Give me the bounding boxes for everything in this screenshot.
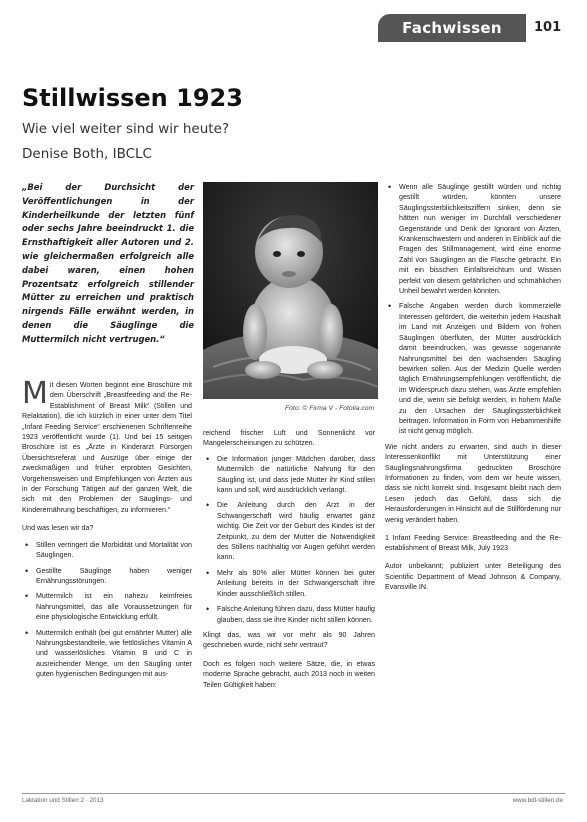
author-note: Autor unbekannt; publiziert unter Beteiligung des Scientific Department of Mead Johnson & Company, Evansville IN. bbox=[385, 562, 561, 591]
list-item: • Wenn alle Säuglinge gestillt würden und richtig gestillt würden, könnten unsere Säuglingssterblichkeitsziffern sinken, denn sie hätten nun weniger im Durchfall verschiedener Gegenstände und Denk der Ignorant von Ärzten, Krankenschwestern und anderen in Einblick auf die Fragen des Stillmanagement, wird eine enorme Zahl von Säuglingen an die Flasche gebracht. Ein mit ein bisschen Einfallsreichtum und Wissen perfekt von diesem gefährlichen und schmählichen Unheil bewahrt werden könnten. bbox=[385, 182, 561, 296]
bullet-list-2 bbox=[203, 454, 375, 625]
footer-left: Laktation und Stillen 2 · 2013 bbox=[22, 797, 104, 804]
body-paragraph: Klingt das, was wir vor mehr als 90 Jahren geschrieben wurde, nicht sehr vertraut? bbox=[203, 630, 375, 650]
list-item: • Muttermilch ist ein nahezu keimfreies Nahrungsmittel, das alle Voraussetzungen für eine physiologische Entwicklung erfüllt. bbox=[22, 591, 192, 622]
list-item: • Stillen verringert die Morbidität und Mortalität von Säuglingen. bbox=[22, 540, 192, 561]
article-author: Denise Both, IBCLC bbox=[22, 146, 152, 162]
intro-text: it diesen Worten beginnt eine Broschüre mit dem Überschrift „Breastfeeding and the Re-Establishment of Breast Milk“ (Stillen und Relaktation), die ich kürzlich in einer unter dem Titel „Infant Feeding Service“ erschienenen Schriftenreihe 1923 veröffentlicht wurde (1). Und bei 15 seitigen Broschüre ist es „Ärzte in Kinderarzt Fürsorgen Übersichtsreferat und Auszüge über einige der zweckmäßigen und früher erprobten Gesichten, Vorgehensweisen und Empfehlungen von Ärzten aus in der Forschung Tätigen auf der ganzen Welt, die sich mit den Problemen der Säuglings- und Kinderernährung beschäftigen, zu informieren.“ bbox=[22, 381, 192, 514]
column-3 bbox=[385, 182, 561, 592]
pull-quote: „Bei der Durchsicht der Veröffentlichungen in der Kinderheilkunde der letzten fünf oder sechs Jahre beeindruckt 1. die Ernsthaftigkeit aller Autoren und 2. wie gleichermaßen erfolgreich alle dabei waren, einen hohen Prozentsatz erfolgreich stillender Mütter zu erreichen und praktisch nirgends Fälle erwähnt werden, in denen die Säuglinge die Muttermilch nicht vertrugen.“ bbox=[22, 182, 194, 344]
reference: 1 Infant Feeding Service: Breastfeeding and the Re-establishment of Breast Milk, July 1923 bbox=[385, 534, 561, 553]
baby-photo-image bbox=[203, 182, 378, 399]
article-title: Stillwissen 1923 bbox=[22, 84, 243, 112]
footer-right: www.bdl-stillen.de bbox=[512, 797, 563, 804]
list-item: • Die Information junger Mädchen darüber, dass Muttermilch die natürliche Nahrung für den Säugling ist, und dass jede Mutter ihr Kind stillen kann und soll, wird ausdrücklich verlangt. bbox=[203, 454, 375, 496]
baby-photo bbox=[203, 182, 378, 399]
photo-credit: Foto: © Firma V - Fotolia.com bbox=[285, 405, 375, 412]
drop-cap: M bbox=[22, 376, 48, 411]
continuation-text: reichend frischer Luft und Sonnenlicht vor Mangelerscheinungen zu schützen. bbox=[203, 429, 375, 448]
bullet-list-3 bbox=[385, 182, 561, 437]
intro-paragraph bbox=[22, 376, 192, 515]
section-heading: Und was lesen wir da? bbox=[22, 524, 94, 533]
list-item: • Mehr als 90% aller Mütter können bei guter Anleitung bereits in der Schwangerschaft ihre Kinder ausschließlich stillen. bbox=[203, 568, 375, 599]
body-paragraph: Wie nicht anders zu erwarten, sind auch in dieser Interessenkonflikt mit Unterstützung einer Säuglingsnahrungsfirma gedruckten Broschüre Informationen zu finden, vom dem wir heute wissen, dass sie nicht korrekt sind. Insgesamt bleibt nach dem Lesen jedoch das Gefühl, dass sich die Herausforderungen in Hinsicht auf die Stillförderung nur wenig verändert haben. bbox=[385, 442, 561, 524]
body-paragraph: Doch es folgen noch weitere Sätze, die, in etwas moderne Sprache gebracht, auch 2013 noch in weiten Teilen Gültigkeit haben: bbox=[203, 659, 375, 689]
list-item: • Gestillte Säuglinge haben weniger Ernährungsstörungen. bbox=[22, 566, 192, 587]
column-2 bbox=[203, 428, 375, 690]
page-number: 101 bbox=[534, 20, 562, 35]
list-item: • Die Anleitung durch den Arzt in der Schwangerschaft wird häufig erwartet ganz wichtig. Die Zeit vor der Geburt des Kindes ist der Zeitpunkt, zu dem der Mutter die Notwendigkeit des Stillens nachhaltig vor Augen geführt werden kann. bbox=[203, 500, 375, 562]
bullet-list-1 bbox=[22, 540, 192, 680]
footer-rule bbox=[22, 793, 565, 794]
list-item: • Muttermilch enthält (bei gut ernährter Mutter) alle Nahrungsbestandteile, wie fettlösliches Vitamin A und wasserlösliches Vitamin B und C in ausreichender Menge, um den Säugling unter guten hygienischen Bedingungen mit aus- bbox=[22, 628, 192, 680]
article-subtitle: Wie viel weiter sind wir heute? bbox=[22, 121, 230, 137]
list-item: • Falsche Angaben werden durch kommerzielle Interessen gefördert, die weiterhin jedem Haushalt im Land mit Anzeigen und Bildern von frohen Säuglingen überfluten, der Mütter ausdrücklich damit beeindrucken, was gewisse sogenannte Nahrungsmittel bei den wachsenden Säugling bewirken sollen. Aus der Medizin Quelle werden täglich Ernährungsempfehlungen veröffentlicht, die im Widerspruch dazu stehen, was Ärzte empfehlen und die, wenn sie befolgt werden, in hohem Maße zu den Ursachen der Säuglingssterblichkeit beitragen. Information in Form von Hebammenhilfe ist nicht genug möglich. bbox=[385, 301, 561, 436]
list-item: • Falsche Anleitung führen dazu, dass Mütter häufig glauben, dass sie ihre Kinder nicht stillen können. bbox=[203, 604, 375, 625]
column-1 bbox=[22, 376, 192, 685]
section-tab: Fachwissen bbox=[378, 14, 526, 42]
